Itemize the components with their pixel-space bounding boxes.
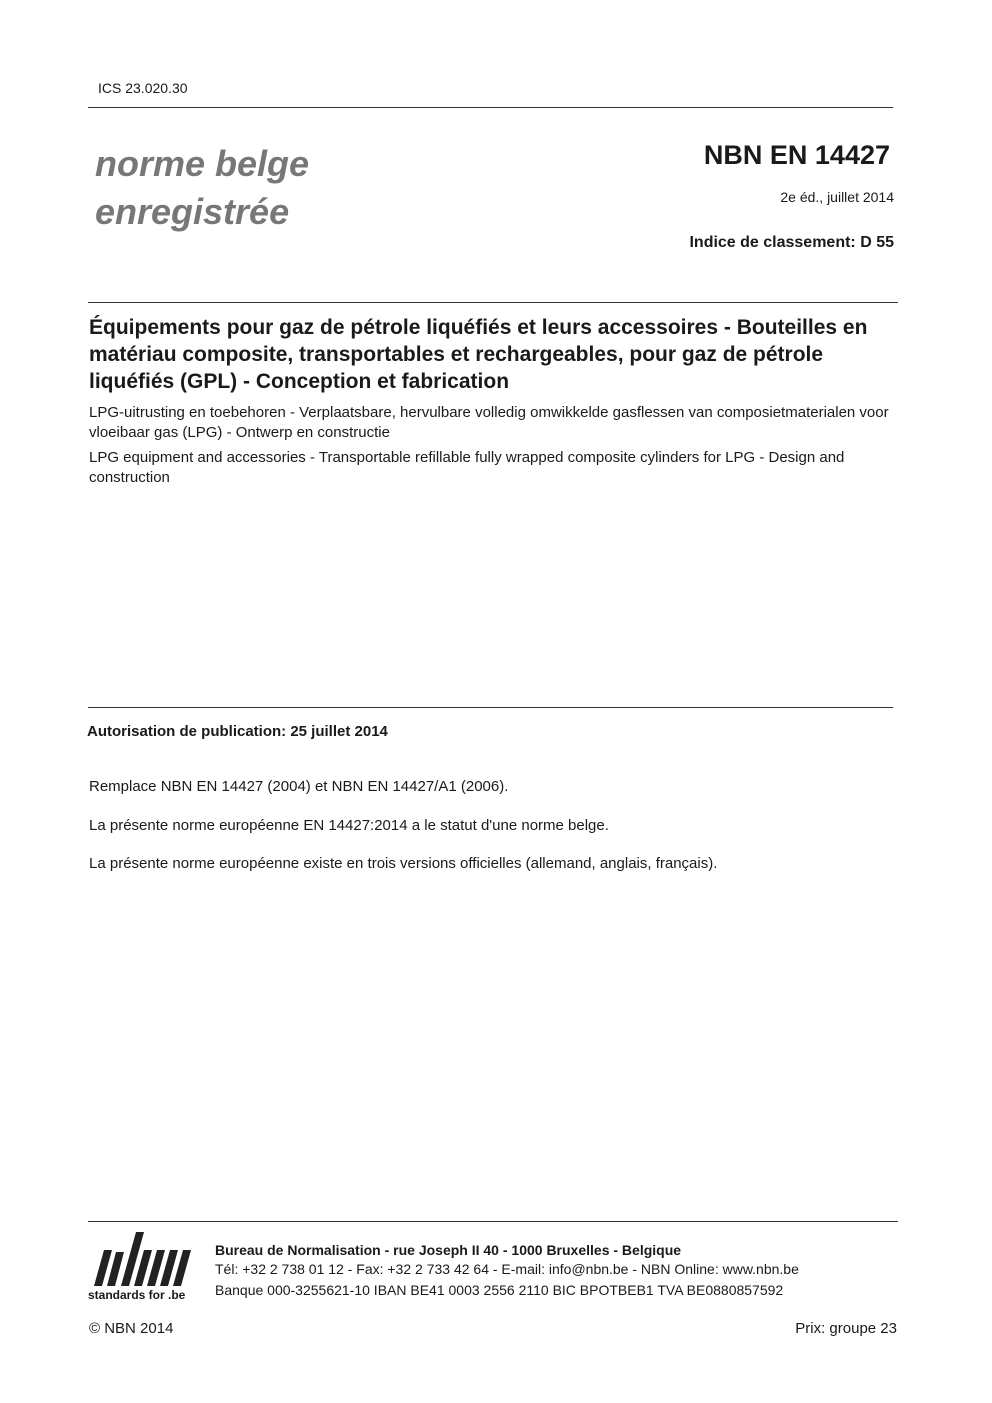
footer-rule: [88, 1221, 898, 1222]
title-english: LPG equipment and accessories - Transportable refillable fully wrapped composite cylinders for LPG - Design and construction: [89, 449, 845, 486]
footer-address: Bureau de Normalisation - rue Joseph II 40 - 1000 Bruxelles - Belgique: [215, 1242, 682, 1258]
title-french: Équipements pour gaz de pétrole liquéfiés et leurs accessoires - Bouteilles en matériau composite, transportables et rechargeables, pour gaz de pétrole liquéfiés (GPL) - Conception et fabrication: [89, 316, 868, 393]
replaces-text: Remplace NBN EN 14427 (2004) et NBN EN 14427/A1 (2006).: [89, 778, 509, 795]
classification-index: Indice de classement: D 55: [689, 234, 894, 251]
footer-contact: Tél: +32 2 738 01 12 - Fax: +32 2 733 42 64 - E-mail: info@nbn.be - NBN Online: www.nbn.be: [215, 1261, 799, 1277]
document-number: NBN EN 14427: [703, 140, 890, 170]
nbn-logo-icon: [88, 1228, 200, 1288]
logo-caption: standards for .be: [88, 1288, 186, 1302]
price-group: Prix: groupe 23: [795, 1320, 897, 1337]
title-bottom-rule: [88, 707, 893, 708]
nbn-logo: [88, 1228, 200, 1306]
ics-code: ICS 23.020.30: [98, 80, 188, 96]
edition: 2e éd., juillet 2014: [780, 189, 894, 205]
footer-bank: Banque 000-3255621-10 IBAN BE41 0003 2556 2110 BIC BPOTBEB1 TVA BE0880857592: [215, 1282, 784, 1298]
norme-line-2: enregistrée: [95, 191, 290, 232]
top-rule: [88, 107, 893, 108]
title-top-rule: [88, 302, 898, 303]
copyright: © NBN 2014: [89, 1320, 174, 1337]
versions-text: La présente norme européenne existe en trois versions officielles (allemand, anglais, français).: [89, 855, 718, 872]
norme-line-1: norme belge: [95, 143, 310, 184]
norme-belge-heading: [95, 140, 309, 236]
publication-authorisation: Autorisation de publication: 25 juillet 2014: [87, 723, 388, 740]
status-text: La présente norme européenne EN 14427:2014 a le statut d'une norme belge.: [89, 817, 609, 834]
title-dutch: LPG-uitrusting en toebehoren - Verplaatsbare, hervulbare volledig omwikkelde gasflessen van composietmaterialen voor vloeibaar gas (LPG) - Ontwerp en constructie: [89, 404, 889, 441]
